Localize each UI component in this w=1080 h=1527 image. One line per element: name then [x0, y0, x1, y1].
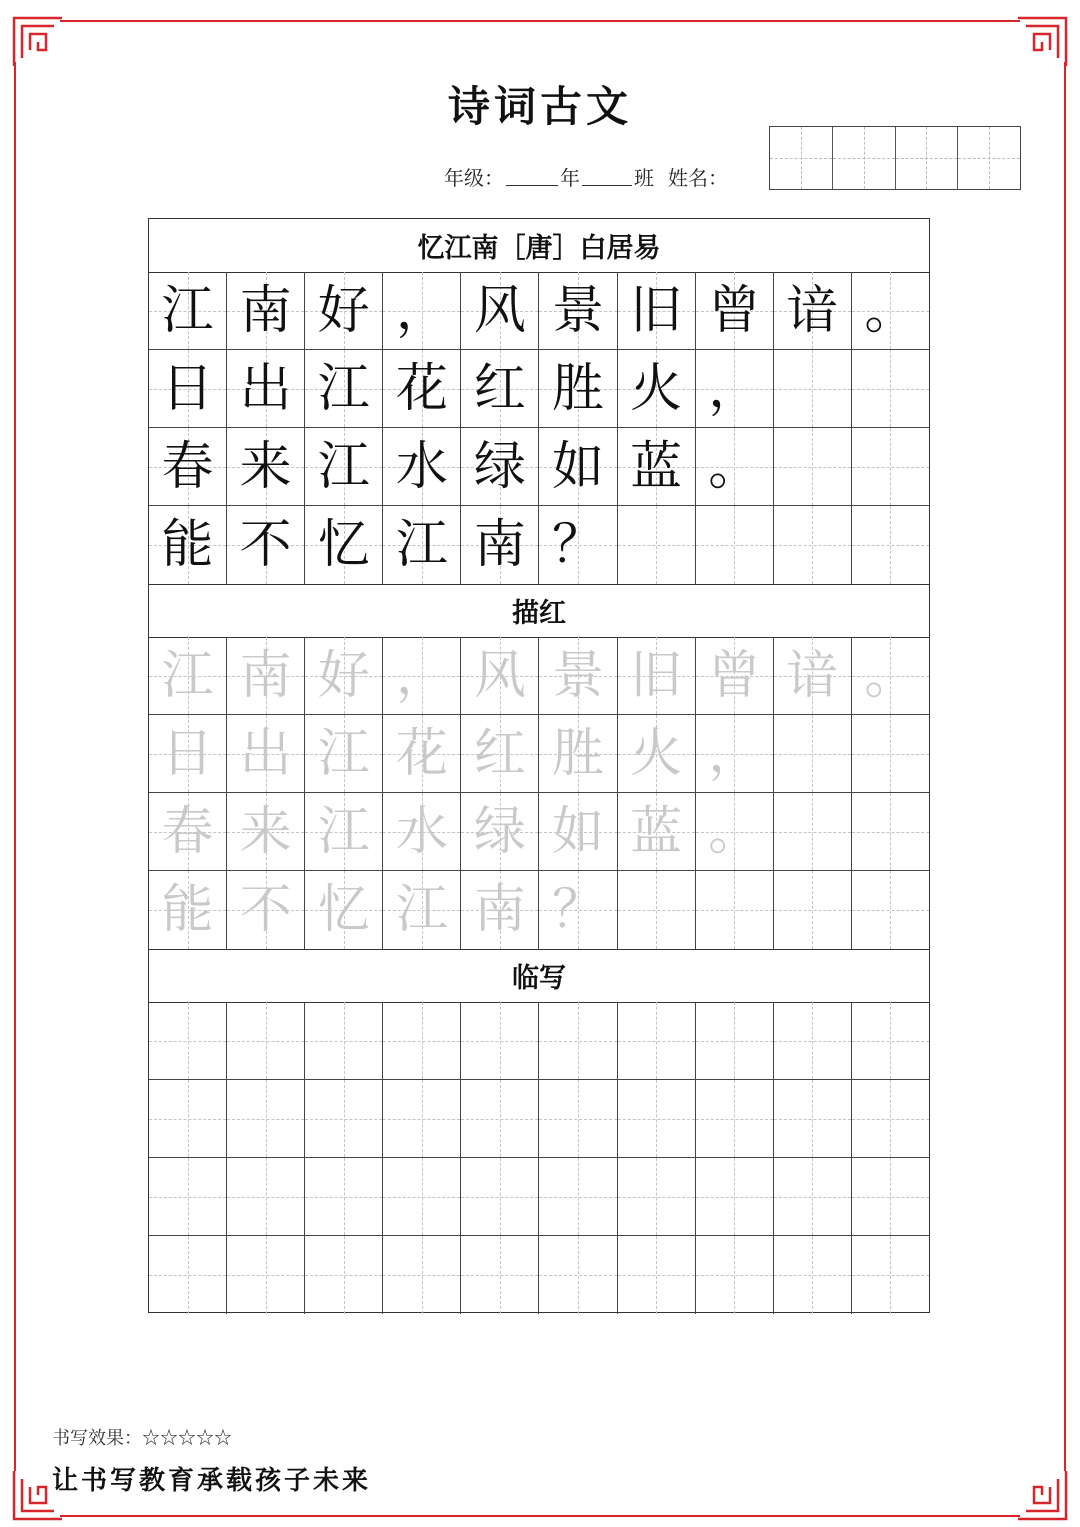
writing-cell[interactable]: [696, 272, 774, 349]
writing-cell[interactable]: [774, 1002, 852, 1079]
writing-cell[interactable]: [305, 871, 383, 949]
writing-cell[interactable]: [539, 637, 617, 714]
writing-cell[interactable]: [461, 350, 539, 427]
character: 红: [473, 723, 526, 784]
trace-heading: 描红: [149, 584, 929, 638]
character: 火: [630, 358, 683, 419]
writing-cell[interactable]: [774, 715, 852, 792]
character: 江: [317, 723, 370, 784]
writing-cell[interactable]: [696, 715, 774, 792]
name-field-grid[interactable]: [769, 126, 1021, 190]
writing-cell[interactable]: [383, 272, 461, 349]
writing-cell[interactable]: [696, 637, 774, 714]
writing-cell[interactable]: [305, 793, 383, 870]
writing-cell[interactable]: [539, 1236, 617, 1314]
character: 能: [161, 515, 214, 575]
writing-cell[interactable]: [383, 1158, 461, 1235]
character: 曾: [708, 280, 761, 341]
writing-cell[interactable]: [305, 506, 383, 584]
character: 花: [395, 358, 448, 419]
writing-cell[interactable]: [461, 506, 539, 584]
writing-cell[interactable]: [305, 428, 383, 505]
writing-cell[interactable]: [618, 428, 696, 505]
writing-cell[interactable]: [149, 871, 227, 949]
writing-cell[interactable]: [383, 637, 461, 714]
character: 如: [552, 801, 605, 862]
grid-row: [149, 1080, 929, 1158]
writing-cell[interactable]: [852, 1080, 929, 1157]
character: 绿: [473, 801, 526, 862]
character: 好: [317, 280, 370, 341]
writing-cell[interactable]: [774, 1080, 852, 1157]
character: 江: [317, 436, 370, 497]
writing-cell[interactable]: [305, 1080, 383, 1157]
writing-cell[interactable]: [618, 637, 696, 714]
character: 出: [239, 723, 292, 784]
name-cell[interactable]: [770, 127, 833, 189]
writing-cell[interactable]: [305, 1236, 383, 1314]
character: 蓝: [630, 436, 683, 497]
writing-cell[interactable]: [149, 715, 227, 792]
writing-cell[interactable]: [539, 715, 617, 792]
writing-cell[interactable]: [539, 1158, 617, 1235]
writing-cell[interactable]: [774, 272, 852, 349]
writing-cell[interactable]: [774, 793, 852, 870]
writing-cell[interactable]: [305, 1158, 383, 1235]
writing-cell[interactable]: [539, 272, 617, 349]
writing-cell[interactable]: [539, 871, 617, 949]
writing-cell[interactable]: [305, 637, 383, 714]
character: 来: [239, 436, 292, 497]
character: ？: [552, 515, 605, 575]
writing-cell[interactable]: [852, 1002, 929, 1079]
character: 胜: [552, 723, 605, 784]
character: 如: [552, 436, 605, 497]
writing-cell[interactable]: [618, 871, 696, 949]
writing-cell[interactable]: [696, 506, 774, 584]
writing-cell[interactable]: [618, 1158, 696, 1235]
writing-cell[interactable]: [227, 506, 305, 584]
character: 水: [395, 801, 448, 862]
copy-grid: [149, 1002, 929, 1314]
writing-cell[interactable]: [227, 1158, 305, 1235]
writing-cell[interactable]: [305, 715, 383, 792]
character: 水: [395, 436, 448, 497]
writing-cell[interactable]: [227, 793, 305, 870]
character: 来: [239, 801, 292, 862]
character: 谙: [786, 645, 839, 706]
writing-cell[interactable]: [618, 715, 696, 792]
writing-cell[interactable]: [383, 506, 461, 584]
writing-cell[interactable]: [227, 1236, 305, 1314]
writing-cell[interactable]: [461, 1158, 539, 1235]
writing-cell[interactable]: [227, 1002, 305, 1079]
character: 景: [552, 280, 605, 341]
character: 风: [473, 645, 526, 706]
writing-cell[interactable]: [774, 350, 852, 427]
writing-cell[interactable]: [149, 1080, 227, 1157]
writing-cell[interactable]: [227, 637, 305, 714]
character: 春: [161, 436, 214, 497]
character: 南: [239, 280, 292, 341]
writing-cell[interactable]: [227, 428, 305, 505]
character: 江: [317, 358, 370, 419]
writing-cell[interactable]: [305, 350, 383, 427]
writing-cell[interactable]: [618, 350, 696, 427]
writing-cell[interactable]: [618, 506, 696, 584]
writing-cell[interactable]: [539, 1002, 617, 1079]
writing-cell[interactable]: [618, 1002, 696, 1079]
writing-cell[interactable]: [383, 1080, 461, 1157]
name-label: 姓名：: [668, 166, 728, 190]
character: 花: [395, 723, 448, 784]
model-grid: [149, 272, 929, 585]
writing-cell[interactable]: [696, 1236, 774, 1314]
writing-cell[interactable]: [539, 350, 617, 427]
writing-cell[interactable]: [149, 428, 227, 505]
character: 。: [864, 645, 917, 706]
writing-cell[interactable]: [852, 637, 929, 714]
writing-cell[interactable]: [461, 793, 539, 870]
writing-cell[interactable]: [461, 1236, 539, 1314]
page-title: 诗词古文: [447, 82, 632, 131]
grid-row: [149, 1236, 929, 1314]
character: 出: [239, 358, 292, 419]
character: 谙: [786, 280, 839, 341]
character: 火: [630, 723, 683, 784]
character: 忆: [317, 515, 370, 575]
name-cell[interactable]: [958, 127, 1020, 189]
writing-cell[interactable]: [461, 1002, 539, 1079]
character: 南: [473, 880, 526, 940]
writing-cell[interactable]: [539, 506, 617, 584]
corner-ornament-top-right: [1016, 16, 1068, 68]
grid-row: [149, 428, 929, 506]
character: 胜: [552, 358, 605, 419]
character: 日: [161, 358, 214, 419]
poem-heading: 忆江南［唐］白居易: [149, 219, 929, 273]
writing-cell[interactable]: [461, 1080, 539, 1157]
writing-cell[interactable]: [149, 506, 227, 584]
name-cell[interactable]: [833, 127, 896, 189]
writing-cell[interactable]: [461, 272, 539, 349]
writing-cell[interactable]: [149, 1158, 227, 1235]
writing-cell[interactable]: [305, 272, 383, 349]
trace-grid: [149, 637, 929, 950]
writing-cell[interactable]: [383, 871, 461, 949]
character: 曾: [708, 645, 761, 706]
character: 日: [161, 723, 214, 784]
class-label: 班: [634, 166, 654, 190]
grid-row: [149, 272, 929, 350]
writing-cell[interactable]: [774, 428, 852, 505]
writing-rating: 书写效果：☆☆☆☆☆: [52, 1428, 232, 1449]
writing-cell[interactable]: [383, 1236, 461, 1314]
character: 风: [473, 280, 526, 341]
writing-cell[interactable]: [774, 1158, 852, 1235]
writing-cell[interactable]: [149, 1236, 227, 1314]
writing-cell[interactable]: [539, 793, 617, 870]
corner-ornament-top-left: [12, 16, 64, 68]
character: 江: [161, 280, 214, 341]
writing-cell[interactable]: [696, 1158, 774, 1235]
grid-row: [149, 506, 929, 584]
writing-cell[interactable]: [305, 1002, 383, 1079]
writing-cell[interactable]: [461, 428, 539, 505]
writing-cell[interactable]: [227, 715, 305, 792]
student-info-line: [444, 162, 728, 191]
writing-cell[interactable]: [618, 1236, 696, 1314]
grid-row: [149, 1158, 929, 1236]
writing-cell[interactable]: [696, 1080, 774, 1157]
writing-cell[interactable]: [852, 428, 929, 505]
grid-row: [149, 793, 929, 871]
writing-cell[interactable]: [774, 1236, 852, 1314]
writing-cell[interactable]: [774, 637, 852, 714]
character: 。: [708, 436, 761, 497]
frame-right-line: [1064, 62, 1066, 1471]
frame-top-line: [60, 20, 1020, 22]
character: ，: [708, 723, 761, 784]
writing-cell[interactable]: [383, 350, 461, 427]
writing-cell[interactable]: [852, 1236, 929, 1314]
grade-year-field[interactable]: [506, 167, 558, 186]
writing-cell[interactable]: [618, 793, 696, 870]
writing-cell[interactable]: [539, 1080, 617, 1157]
writing-cell[interactable]: [774, 506, 852, 584]
character: ？: [552, 880, 605, 940]
character: 。: [864, 280, 917, 341]
character: 能: [161, 880, 214, 940]
writing-cell[interactable]: [539, 428, 617, 505]
grid-row: [149, 1002, 929, 1080]
character: 绿: [473, 436, 526, 497]
writing-cell[interactable]: [461, 871, 539, 949]
writing-cell[interactable]: [383, 793, 461, 870]
character: 江: [395, 880, 448, 940]
class-field[interactable]: [582, 167, 632, 186]
character: ，: [395, 280, 448, 341]
writing-cell[interactable]: [227, 871, 305, 949]
writing-cell[interactable]: [696, 428, 774, 505]
grid-row: [149, 871, 929, 949]
writing-cell[interactable]: [852, 272, 929, 349]
writing-cell[interactable]: [696, 1002, 774, 1079]
writing-cell[interactable]: [618, 1080, 696, 1157]
character: 蓝: [630, 801, 683, 862]
writing-cell[interactable]: [696, 871, 774, 949]
writing-cell[interactable]: [149, 637, 227, 714]
writing-cell[interactable]: [696, 350, 774, 427]
copy-heading: 临写: [149, 949, 929, 1003]
writing-cell[interactable]: [852, 715, 929, 792]
character: 不: [239, 880, 292, 940]
character: 不: [239, 515, 292, 575]
name-cell[interactable]: [896, 127, 959, 189]
writing-cell[interactable]: [852, 506, 929, 584]
writing-cell[interactable]: [383, 1002, 461, 1079]
writing-cell[interactable]: [461, 637, 539, 714]
character: 旧: [630, 280, 683, 341]
character: 旧: [630, 645, 683, 706]
writing-cell[interactable]: [852, 793, 929, 870]
character: ，: [708, 358, 761, 419]
character: 好: [317, 645, 370, 706]
character: 春: [161, 801, 214, 862]
character: 红: [473, 358, 526, 419]
character: 江: [317, 801, 370, 862]
corner-ornament-bottom-right: [1016, 1469, 1068, 1521]
grade-label: 年级：: [444, 166, 504, 190]
character: 南: [239, 645, 292, 706]
footer-slogan: 让书写教育承载孩子未来: [52, 1466, 372, 1496]
character: 南: [473, 515, 526, 575]
character: 江: [395, 515, 448, 575]
writing-cell[interactable]: [149, 1002, 227, 1079]
writing-cell[interactable]: [383, 715, 461, 792]
writing-sheet: [148, 218, 930, 1313]
year-label: 年: [560, 166, 580, 190]
writing-cell[interactable]: [696, 793, 774, 870]
writing-cell[interactable]: [227, 272, 305, 349]
writing-cell[interactable]: [461, 715, 539, 792]
character: 忆: [317, 880, 370, 940]
writing-cell[interactable]: [852, 350, 929, 427]
character: 江: [161, 645, 214, 706]
frame-bottom-line: [60, 1515, 1020, 1517]
writing-cell[interactable]: [774, 871, 852, 949]
writing-cell[interactable]: [383, 428, 461, 505]
character: ，: [395, 645, 448, 706]
writing-cell[interactable]: [618, 272, 696, 349]
writing-cell[interactable]: [227, 350, 305, 427]
writing-cell[interactable]: [227, 1080, 305, 1157]
grid-row: [149, 637, 929, 715]
writing-cell[interactable]: [149, 793, 227, 870]
frame-left-line: [14, 62, 16, 1471]
writing-cell[interactable]: [149, 272, 227, 349]
character: 。: [708, 801, 761, 862]
writing-cell[interactable]: [852, 871, 929, 949]
writing-cell[interactable]: [149, 350, 227, 427]
grid-row: [149, 350, 929, 428]
grid-row: [149, 715, 929, 793]
writing-cell[interactable]: [852, 1158, 929, 1235]
character: 景: [552, 645, 605, 706]
